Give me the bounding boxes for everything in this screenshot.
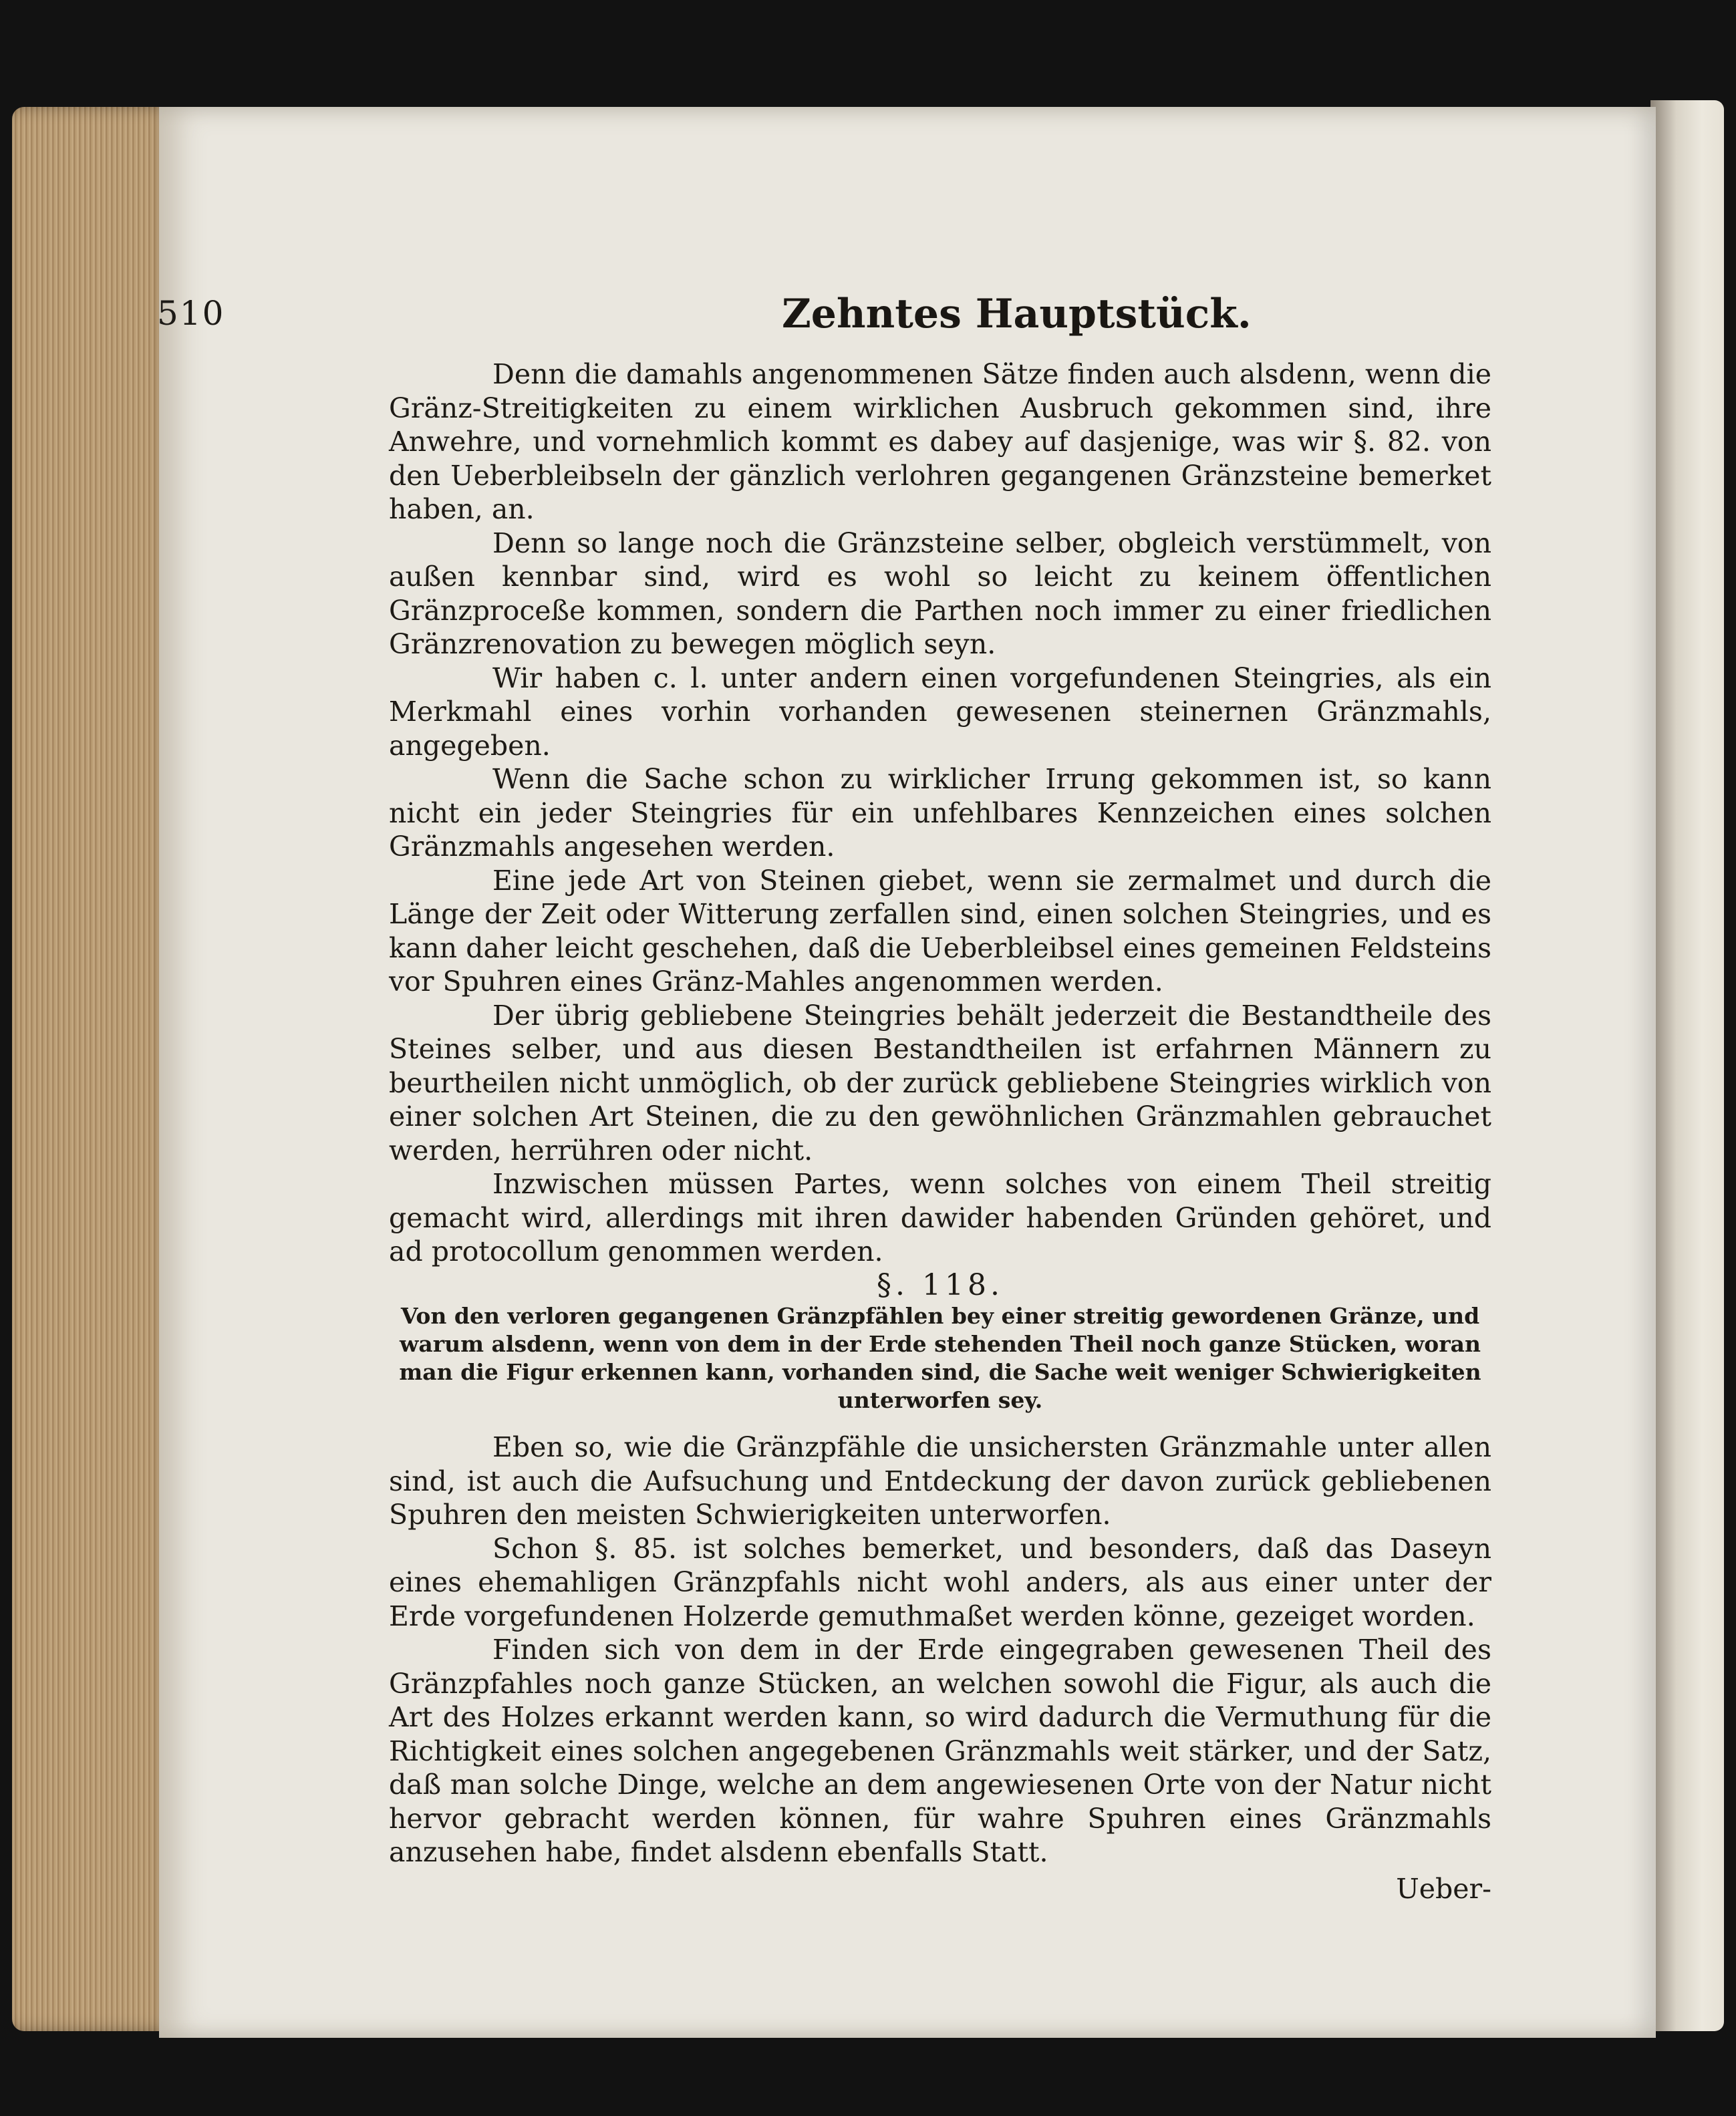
book-page-edges: [12, 107, 172, 2031]
paragraph: Inzwischen müssen Partes, wenn solches von einem Theil streitig gemacht wird, allerdings mit ihren dawider habenden Gründen gehöret, und ad protocollum genommen werden.: [389, 1168, 1491, 1267]
paragraph: Finden sich von dem in der Erde eingegraben gewesenen Theil des Gränzpfahles noch ganze Stücken, an welchen sowohl die Figur, als auch die Art des Holzes erkannt werden kann, so wird dadurch die Vermuthung für die Richtigkeit eines solchen angegebenen Gränzmahls weit stärker, und der Satz, daß man solche Dinge, welche an dem angewiesenen Orte von der Natur nicht hervor gebracht werden können, für wahre Spuhren eines Gränzmahls anzusehen habe, findet alsdenn ebenfalls Statt.: [389, 1634, 1491, 1868]
paragraph: Wenn die Sache schon zu wirklicher Irrung gekommen ist, so kann nicht ein jeder Steingries für ein unfehlbares Kennzeichen eines solchen Gränzmahls angesehen werden.: [389, 763, 1491, 863]
page-body: [389, 357, 1491, 1906]
section-heading: §. 118.: [877, 1267, 1004, 1302]
paragraph: Schon §. 85. ist solches bemerket, und besonders, daß das Daseyn eines ehemahligen Gränzpfahls nicht wohl anders, als aus einer unter der Erde vorgefundenen Holzerde gemuthmaßet werden könne, gezeiget worden.: [389, 1532, 1491, 1632]
running-title: Zehntes Hauptstück.: [782, 291, 1252, 337]
catchword: Ueber-: [1396, 1872, 1491, 1905]
paragraph: Denn so lange noch die Gränzsteine selber, obgleich verstümmelt, von außen kennbar sind, wird es wohl so leicht zu keinem öffentlichen Gränzproceße kommen, sondern die Parthen noch immer zu einer friedlichen Gränzrenovation zu bewegen möglich seyn.: [389, 526, 1491, 660]
paragraph: Eben so, wie die Gränzpfähle die unsichersten Gränzmahle unter allen sind, ist auch die Aufsuchung und Entdeckung der davon zurück gebliebenen Spuhren den meisten Schwierigkeiten unterworfen.: [389, 1431, 1491, 1531]
facing-page-edge: [1650, 100, 1724, 2031]
page-number: 510: [157, 294, 225, 333]
paragraph: Eine jede Art von Steinen giebet, wenn sie zermalmet und durch die Länge der Zeit oder Witterung zerfallen sind, einen solchen Steingries, und es kann daher leicht geschehen, daß die Ueberbleibsel eines gemeinen Feldsteins vor Spuhren eines Gränz-Mahles angenommen werden.: [389, 864, 1491, 998]
section-summary: Von den verloren gegangenen Gränzpfählen bey einer streitig gewordenen Gränze, und warum alsdenn, wenn von dem in der Erde stehenden Theil noch ganze Stücken, woran man die Figur erkennen kann, vorhanden sind, die Sache weit weniger Schwierigkeiten unterworfen sey.: [399, 1303, 1481, 1413]
paragraph: Der übrig gebliebene Steingries behält jederzeit die Bestandtheile des Steines selber, und aus diesen Bestandtheilen ist erfahrnen Männern zu beurtheilen nicht unmöglich, ob der zurück gebliebene Steingries wirklich von einer solchen Art Steinen, die zu den gewöhnlichen Gränzmahlen gebrauchet werden, herrühren oder nicht.: [389, 999, 1491, 1167]
paragraph: Denn die damahls angenommenen Sätze finden auch alsdenn, wenn die Gränz-Streitigkeiten zu einem wirklichen Ausbruch gekommen sind, ihre Anwehre, und vornehmlich kommt es dabey auf dasjenige, was wir §. 82. von den Ueberbleibseln der gänzlich verlohren gegangenen Gränzsteine bemerket haben, an.: [389, 358, 1491, 525]
paragraph: Wir haben c. l. unter andern einen vorgefundenen Steingries, als ein Merkmahl eines vorhin vorhanden gewesenen steinernen Gränzmahls, angegeben.: [389, 661, 1491, 762]
